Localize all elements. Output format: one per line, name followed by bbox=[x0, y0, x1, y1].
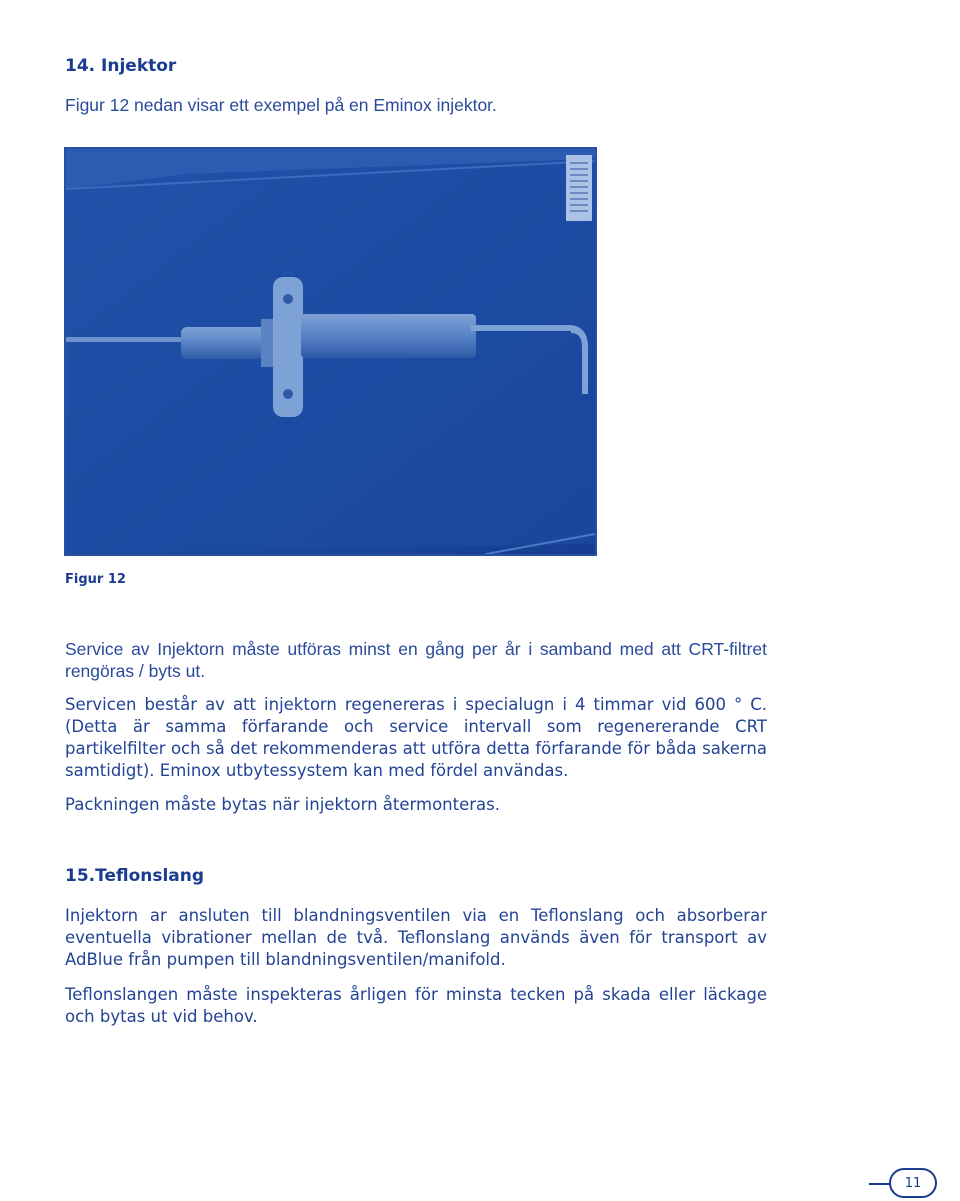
section-14-heading: 14. Injektor bbox=[65, 56, 177, 76]
page-number-badge bbox=[889, 1168, 937, 1198]
section-15-heading: 15.Teflonslang bbox=[65, 866, 205, 886]
figure-caption: Figur 12 bbox=[65, 572, 126, 587]
page-number: 11 bbox=[904, 1175, 922, 1191]
service-paragraph-1: Service av Injektorn måste utföras minst en gång per år i samband med att CRT-filtret rengöras / byts ut. bbox=[65, 639, 767, 681]
service-paragraph-2: Servicen består av att injektorn regenereras i specialugn i 4 timmar vid 600 ° C. (Detta är samma förfarande och service intervall som regenererande CRT partikelfilter och så det rekommenderas att utföra detta förfarande för båda sakerna samtidigt). Eminox utbytessystem kan med fördel användas. bbox=[65, 695, 767, 780]
teflon-paragraph-1: Injektorn ar ansluten till blandningsventilen via en Teflonslang och absorberar eventuella vibrationer mellan de två. Teflonslang används även för transport av AdBlue från pumpen till blandningsventilen/manifold. bbox=[65, 906, 767, 969]
teflon-paragraph-2: Teflonslangen måste inspekteras årligen för minsta tecken på skada eller läckage och bytas ut vid behov. bbox=[65, 985, 767, 1026]
service-paragraph-3: Packningen måste bytas när injektorn återmonteras. bbox=[65, 795, 500, 814]
intro-text: Figur 12 nedan visar ett exempel på en Eminox injektor. bbox=[65, 95, 497, 115]
injector-photo bbox=[64, 147, 597, 556]
